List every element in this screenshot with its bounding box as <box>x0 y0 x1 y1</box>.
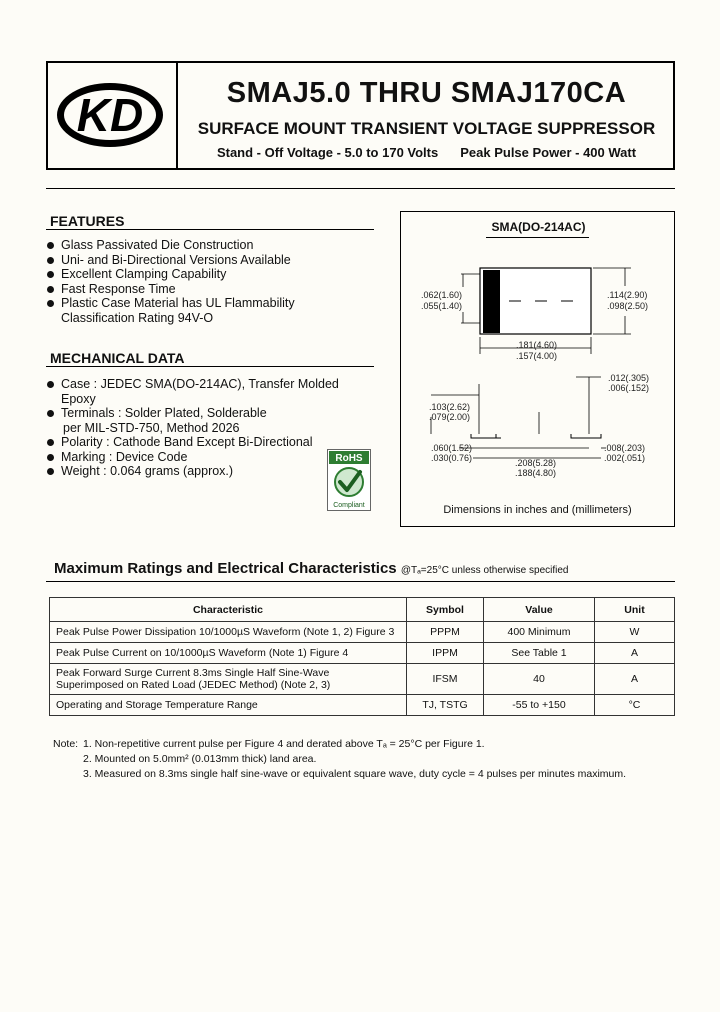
dim-label: .098(2.50) <box>607 301 649 311</box>
list-item: per MIL-STD-750, Method 2026 <box>63 420 240 435</box>
table-header-row <box>50 598 675 622</box>
list-item: Marking : Device Code <box>47 450 377 465</box>
note-label: Note: <box>53 738 79 750</box>
package-caption: Dimensions in inches and (millimeters) <box>443 504 632 516</box>
ratings-table <box>49 597 675 716</box>
dim-label: .157(4.00) <box>516 351 558 361</box>
logo-text: KD <box>76 89 144 141</box>
table-row <box>50 622 675 643</box>
column-header: Value <box>484 598 595 622</box>
bullet-icon <box>47 242 54 249</box>
list-item: Glass Passivated Die Construction <box>47 238 377 253</box>
dim-label: .114(2.90) <box>607 290 648 300</box>
bullet-icon <box>47 439 54 446</box>
rohs-compliant-icon <box>327 449 371 511</box>
bullet-icon <box>47 381 54 388</box>
bullet-icon <box>47 468 54 475</box>
list-item: Terminals : Solder Plated, Solderable <box>47 406 377 421</box>
features-title: FEATURES <box>50 213 125 229</box>
list-item: Excellent Clamping Capability <box>47 267 377 282</box>
svg-text:RoHS: RoHS <box>335 453 363 464</box>
mechanical-title: MECHANICAL DATA <box>50 350 185 366</box>
dim-label: .208(5.28) <box>515 458 557 468</box>
dim-label: .008(.203) <box>604 443 646 453</box>
unit-cell: W <box>595 622 675 643</box>
unit-cell: A <box>595 664 675 695</box>
dim-label: .030(0.76) <box>431 453 473 463</box>
symbol-cell: IPPM <box>407 643 484 664</box>
unit-cell: A <box>595 643 675 664</box>
dim-label: .012(.305) <box>608 373 650 383</box>
dim-label: .060(1.52) <box>431 443 473 453</box>
mechanical-rule <box>46 366 374 367</box>
characteristic-cell: Peak Forward Surge Current 8.3ms Single Half Sine-Wave Superimposed on Rated Load (JEDEC Method) (Note 2, 3) <box>50 664 407 695</box>
bullet-icon <box>47 286 54 293</box>
value-cell: -55 to +150 <box>484 695 595 716</box>
features-list <box>47 238 377 325</box>
header-box <box>46 61 675 170</box>
column-header: Symbol <box>407 598 484 622</box>
column-header: Unit <box>595 598 675 622</box>
features-rule <box>46 229 374 230</box>
power-spec: Peak Pulse Power - 400 Watt <box>460 145 637 160</box>
symbol-cell: TJ, TSTG <box>407 695 484 716</box>
voltage-spec: Stand - Off Voltage - 5.0 to 170 Volts <box>216 145 439 160</box>
dim-label: .103(2.62) <box>429 402 471 412</box>
dim-label: .055(1.40) <box>421 301 463 311</box>
package-outline-box <box>400 211 675 527</box>
ratings-condition: @Tₐ=25°C unless otherwise specified <box>400 565 569 576</box>
note-row: Note: 1. Non-repetitive current pulse per Figure 4 and derated above Tₐ = 25°C per Figure 1. <box>53 738 485 750</box>
package-title: SMA(DO-214AC) <box>491 220 586 234</box>
list-item: Plastic Case Material has UL Flammability <box>47 296 377 311</box>
dim-label: .181(4.60) <box>516 340 558 350</box>
column-header: Characteristic <box>50 598 407 622</box>
package-drawing <box>401 212 674 526</box>
note-row: 2. Mounted on 5.0mm² (0.013mm thick) land area. <box>83 753 317 765</box>
bullet-icon <box>47 271 54 278</box>
value-cell: See Table 1 <box>484 643 595 664</box>
notes <box>53 737 626 782</box>
spec-line <box>178 145 675 160</box>
ratings-title: Maximum Ratings and Electrical Characteristics @Tₐ=25°C unless otherwise specified <box>54 560 569 577</box>
svg-text:Compliant: Compliant <box>333 502 365 509</box>
table-row <box>50 664 675 695</box>
note-row: 3. Measured on 8.3ms single half sine-wave or equivalent square wave, duty cycle = 4 pulses per minutes maximum. <box>83 768 627 780</box>
list-item: Classification Rating 94V-O <box>61 310 214 325</box>
ratings-rule <box>46 581 675 582</box>
table-row <box>50 695 675 716</box>
table-row <box>50 643 675 664</box>
bullet-icon <box>47 257 54 264</box>
dim-label: .079(2.00) <box>429 412 471 422</box>
symbol-cell: PPPM <box>407 622 484 643</box>
list-item: Polarity : Cathode Band Except Bi-Directional <box>47 435 377 450</box>
characteristic-cell: Peak Pulse Power Dissipation 10/1000µS Waveform (Note 1, 2) Figure 3 <box>50 622 407 643</box>
dim-label: .062(1.60) <box>421 290 463 300</box>
characteristic-cell: Operating and Storage Temperature Range <box>50 695 407 716</box>
characteristic-cell: Peak Pulse Current on 10/1000µS Waveform (Note 1) Figure 4 <box>50 643 407 664</box>
logo-cell <box>48 63 178 168</box>
value-cell: 400 Minimum <box>484 622 595 643</box>
unit-cell: °C <box>595 695 675 716</box>
list-item: Uni- and Bi-Directional Versions Available <box>47 253 377 268</box>
page-subtitle: SURFACE MOUNT TRANSIENT VOLTAGE SUPPRESSOR <box>197 119 656 138</box>
value-cell: 40 <box>484 664 595 695</box>
header-rule <box>46 188 675 189</box>
dim-label: .002(.051) <box>604 453 646 463</box>
list-item: Weight : 0.064 grams (approx.) <box>47 464 377 479</box>
kd-logo <box>48 63 172 168</box>
bullet-icon <box>47 410 54 417</box>
list-item: Fast Response Time <box>47 282 377 297</box>
page-title: SMAJ5.0 THRU SMAJ170CA <box>226 77 627 109</box>
symbol-cell: IFSM <box>407 664 484 695</box>
dim-label: .006(.152) <box>608 383 650 393</box>
dim-label: .188(4.80) <box>515 468 557 478</box>
bullet-icon <box>47 454 54 461</box>
bullet-icon <box>47 300 54 307</box>
list-item: Case : JEDEC SMA(DO-214AC), Transfer Molded Epoxy <box>47 377 377 406</box>
